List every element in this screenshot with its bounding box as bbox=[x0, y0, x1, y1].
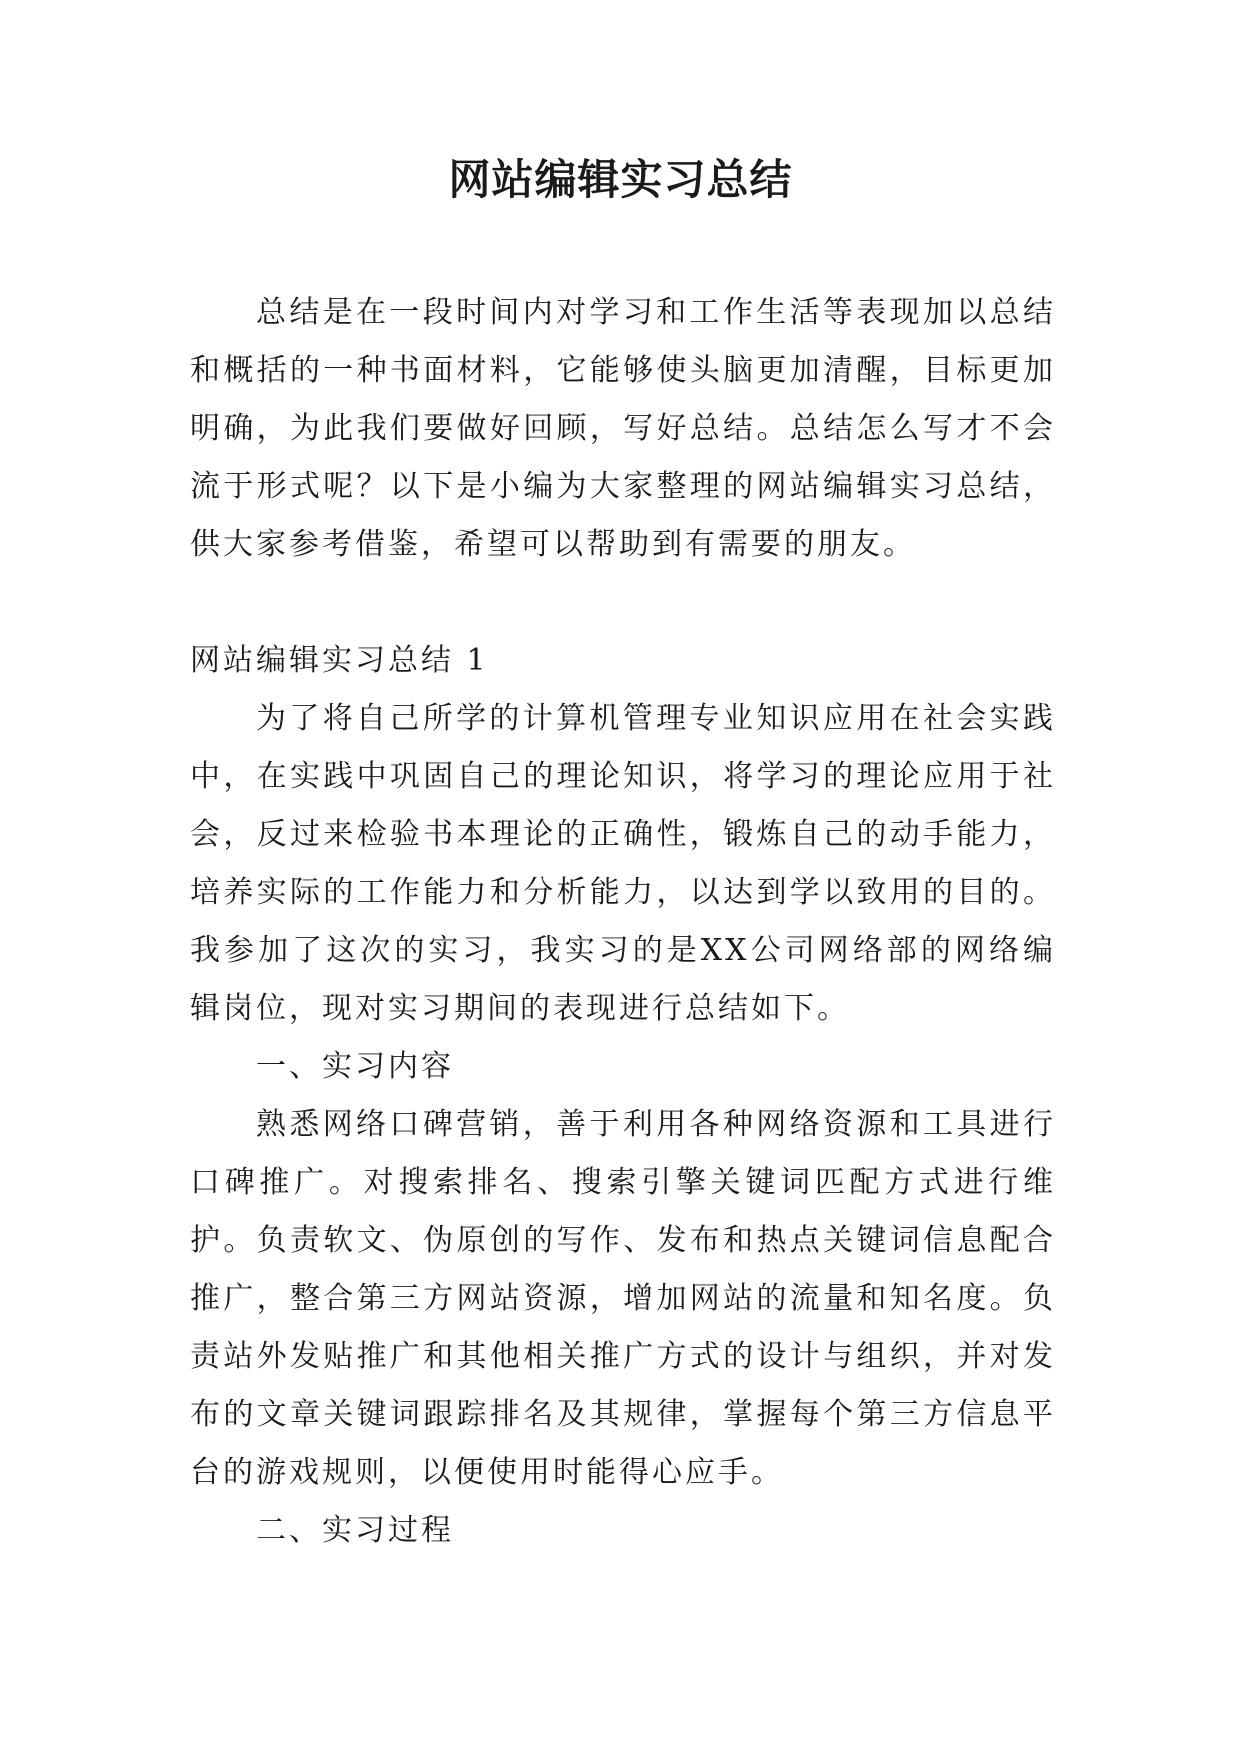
section-heading: 网站编辑实习总结 1 bbox=[190, 643, 489, 678]
document-title: 网站编辑实习总结 bbox=[448, 155, 793, 204]
subheading-content: 一、实习内容 bbox=[256, 1049, 454, 1084]
subheading-process: 二、实习过程 bbox=[256, 1513, 454, 1548]
body-paragraph: 为了将自己所学的计算机管理专业知识应用在社会实践中，在实践中巩固自己的理论知识，将学习的理论应用于社会，反过来检验书本理论的正确性，锻炼自己的动手能力，培养实际的工作能力和分析能力，以达到学以致用的目的。我参加了这次的实习，我实习的是XX公司网络部的网络编辑岗位，现对实习期间的表现进行总结如下。 bbox=[190, 701, 1056, 1026]
intro-paragraph: 总结是在一段时间内对学习和工作生活等表现加以总结和概括的一种书面材料，它能够使头脑更加清醒，目标更加明确，为此我们要做好回顾，写好总结。总结怎么写才不会流于形式呢？以下是小编为大家整理的网站编辑实习总结，供大家参考借鉴，希望可以帮助到有需要的朋友。 bbox=[190, 295, 1056, 562]
body-paragraph: 熟悉网络口碑营销，善于利用各种网络资源和工具进行口碑推广。对搜索排名、搜索引擎关键词匹配方式进行维护。负责软文、伪原创的写作、发布和热点关键词信息配合推广，整合第三方网站资源，增加网站的流量和知名度。负责站外发贴推广和其他相关推广方式的设计与组织，并对发布的文章关键词跟踪排名及其规律，掌握每个第三方信息平台的游戏规则，以便使用时能得心应手。 bbox=[190, 1107, 1056, 1490]
document-body bbox=[190, 284, 1056, 1560]
